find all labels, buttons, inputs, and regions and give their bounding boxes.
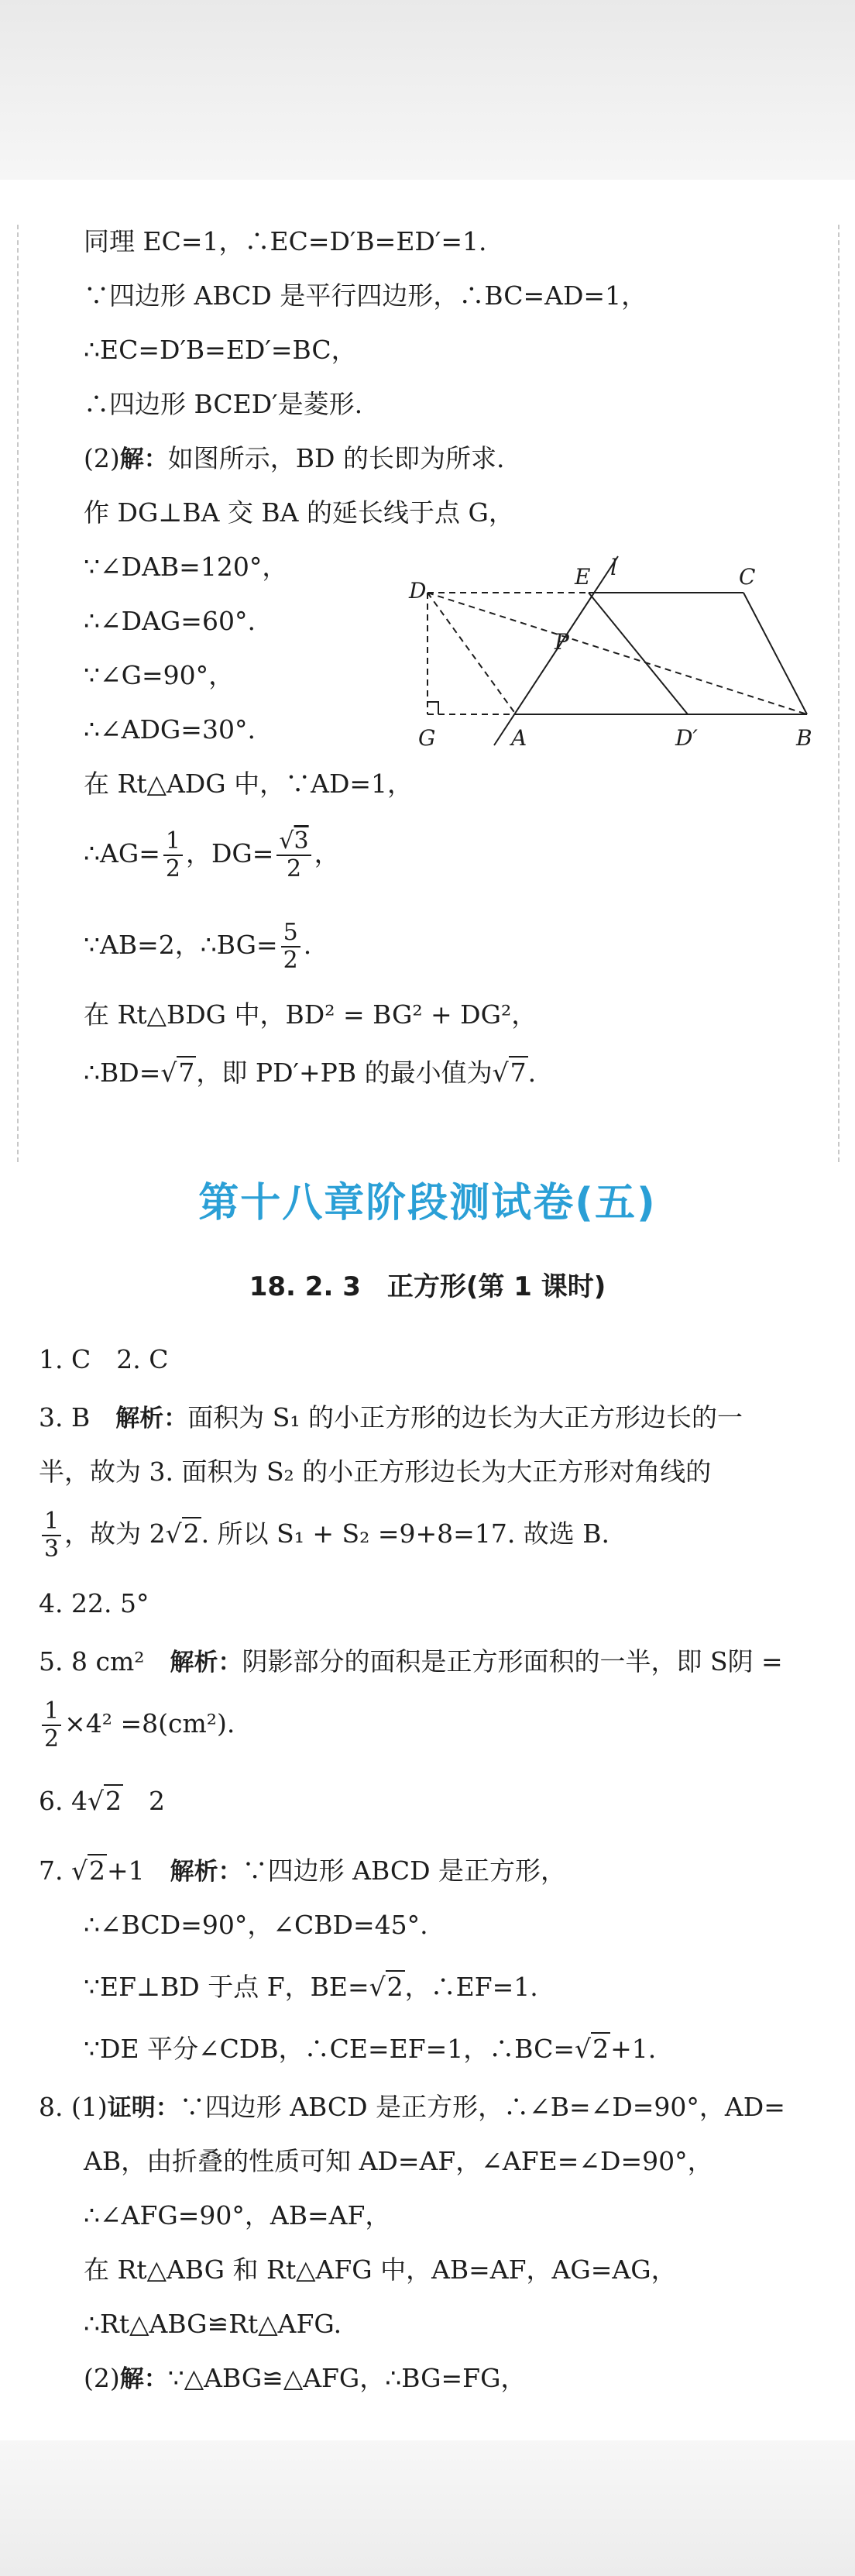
label-d: D bbox=[409, 578, 427, 604]
answer-line: ∴∠BCD=90°，∠CBD=45°. bbox=[84, 1910, 428, 1940]
label-e: E bbox=[575, 564, 591, 590]
text-line: ∴四边形 BCED′是菱形. bbox=[84, 389, 363, 419]
analysis-label: 解析： bbox=[170, 1858, 242, 1886]
answer-line: 4. 22. 5° bbox=[39, 1588, 149, 1618]
text-line: ∴∠DAG=60°. bbox=[84, 606, 256, 636]
text-line: ∵AB=2，∴BG= $\frac{5}{2}$ . bbox=[84, 919, 312, 974]
bottom-margin-area bbox=[0, 2440, 855, 2576]
text-line: (2)解：如图所示，BD 的长即为所求. bbox=[84, 443, 505, 473]
sqrt: √2 bbox=[369, 1972, 403, 2002]
top-margin-area bbox=[0, 0, 855, 180]
answer-line: ∵DE 平分∠CDB，∴CE=EF=1，∴BC=√2+1. bbox=[84, 2034, 657, 2064]
text-line: ∴BD=√7，即 PD′+PB 的最小值为√7. bbox=[84, 1058, 537, 1088]
answer-line: 在 Rt△ABG 和 Rt△AFG 中，AB=AF，AG=AG， bbox=[84, 2254, 677, 2285]
analysis-label: 解析： bbox=[115, 1405, 188, 1432]
answer-line: ∵EF⊥BD 于点 F，BE=√2，∴EF=1. bbox=[84, 1972, 538, 2002]
text-line: ∴AG= $\frac{1}{2}$ ，DG= $\frac{√3}{2}$ ， bbox=[84, 827, 340, 882]
answer-line: (2)解：∵△ABG≌△AFG，∴BG=FG， bbox=[84, 2363, 527, 2393]
label-d-prime: D′ bbox=[675, 725, 698, 751]
answer-line: 6. 4√2 2 bbox=[39, 1786, 166, 1816]
label-p: P bbox=[555, 629, 569, 655]
fraction: $\frac{1}{2}$ bbox=[42, 1698, 61, 1752]
segment-db bbox=[428, 593, 807, 714]
sqrt: √2 bbox=[70, 1855, 106, 1886]
segment-ed-prime bbox=[589, 593, 688, 714]
label-c: C bbox=[739, 564, 756, 590]
answer-line: 3. B 解析：面积为 S₁ 的小正方形的边长为大正方形边长的一 bbox=[39, 1402, 743, 1432]
label-b: B bbox=[796, 725, 812, 751]
text-line: 在 Rt△BDG 中，BD² = BG² + DG²， bbox=[84, 999, 537, 1030]
sqrt: √7 bbox=[160, 1058, 195, 1088]
answer-line: 1. C 2. C bbox=[39, 1344, 169, 1374]
answer-line: 5. 8 cm² 解析：阴影部分的面积是正方形面积的一半，即 S阴 = bbox=[39, 1646, 783, 1677]
answer-label: 解： bbox=[119, 2365, 168, 2393]
sqrt: √7 bbox=[492, 1058, 527, 1088]
sqrt: √2 bbox=[165, 1518, 200, 1549]
text-line: ∵四边形 ABCD 是平行四边形，∴BC=AD=1， bbox=[84, 280, 647, 311]
proof-label: 证明： bbox=[107, 2094, 180, 2122]
text-line: 在 Rt△ADG 中，∵AD=1， bbox=[84, 769, 414, 799]
fraction: $\frac{5}{2}$ bbox=[281, 920, 300, 974]
answer-line: AB，由折叠的性质可知 AD=AF，∠AFE=∠D=90°， bbox=[84, 2146, 713, 2176]
answer-line: $\frac{1}{3}$ ，故为 2√2. 所以 S₁ + S₂ =9+8=17. 故选 B. bbox=[39, 1503, 609, 1565]
fraction: $\frac{1}{2}$ bbox=[163, 828, 183, 882]
label-l: l bbox=[610, 555, 617, 580]
sqrt: √2 bbox=[87, 1786, 122, 1816]
text-line: ∴EC=D′B=ED′=BC， bbox=[84, 335, 357, 365]
segment-cb bbox=[743, 593, 807, 714]
chapter-title: 第十八章阶段测试卷(五) bbox=[198, 1180, 657, 1226]
right-angle-mark bbox=[428, 702, 438, 714]
text-line: 作 DG⊥BA 交 BA 的延长线于点 G， bbox=[84, 497, 514, 528]
sqrt: √2 bbox=[575, 2034, 609, 2064]
answer-label: 解： bbox=[119, 445, 168, 473]
answer-line: ∴Rt△ABG≌Rt△AFG. bbox=[84, 2309, 342, 2339]
label-a: A bbox=[511, 725, 527, 751]
label-g: G bbox=[418, 725, 436, 751]
answer-line: 7. √2+1 解析：∵四边形 ABCD 是正方形， bbox=[39, 1855, 567, 1886]
text-line: ∵∠G=90°， bbox=[84, 660, 235, 690]
geometry-figure bbox=[403, 542, 821, 751]
answer-line: 半，故为 3. 面积为 S₂ 的小正方形边长为大正方形对角线的 bbox=[39, 1457, 712, 1487]
text-line: ∴∠ADG=30°. bbox=[84, 714, 256, 745]
fraction: $\frac{1}{3}$ bbox=[42, 1508, 61, 1563]
left-dashed-border bbox=[17, 225, 19, 1162]
text-line: 同理 EC=1，∴EC=D′B=ED′=1. bbox=[84, 226, 487, 256]
answer-line: $\frac{1}{2}$ ×4² =8(cm²). bbox=[39, 1693, 235, 1755]
analysis-label: 解析： bbox=[170, 1649, 242, 1677]
fraction: $\frac{√3}{2}$ bbox=[276, 828, 311, 882]
section-title: 18. 2. 3 正方形(第 1 课时) bbox=[249, 1271, 606, 1302]
answer-line: 8. (1)证明：∵四边形 ABCD 是正方形，∴∠B=∠D=90°，AD= bbox=[39, 2092, 785, 2122]
text-line: ∵∠DAB=120°， bbox=[84, 552, 288, 582]
right-dashed-border bbox=[838, 225, 840, 1162]
answer-line: ∴∠AFG=90°，AB=AF， bbox=[84, 2200, 391, 2230]
segment-da bbox=[428, 593, 516, 714]
